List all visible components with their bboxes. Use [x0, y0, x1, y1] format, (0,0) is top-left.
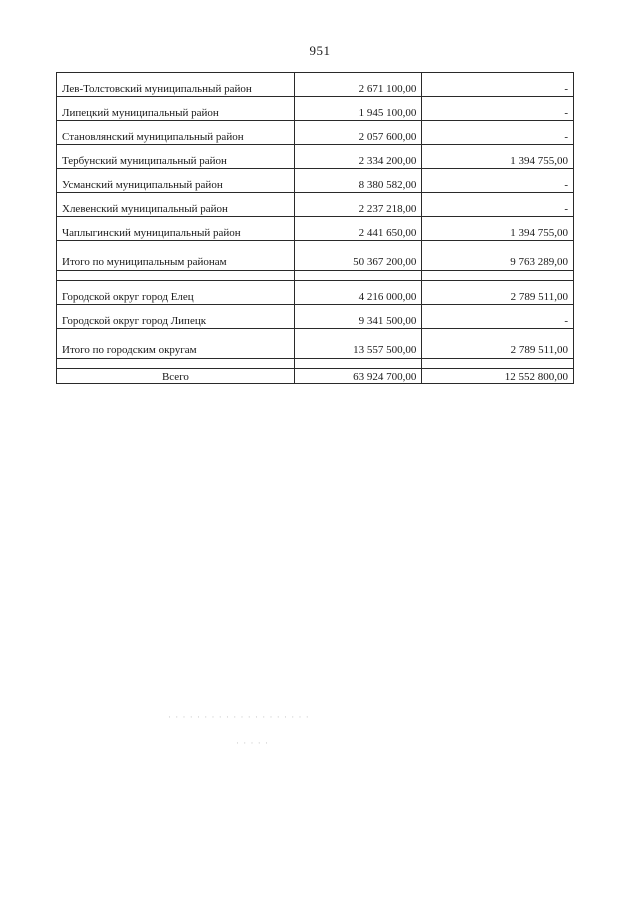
- subsidy-cell: -: [422, 169, 574, 193]
- subtotal-amount: 13 557 500,00: [294, 329, 421, 359]
- subtotal-row: [57, 329, 574, 359]
- district-name-cell: Липецкий муниципальный район: [57, 97, 295, 121]
- amount-cell: 4 216 000,00: [294, 281, 421, 305]
- empty-cell: [422, 271, 574, 281]
- table-row: [57, 217, 574, 241]
- empty-cell: [294, 271, 421, 281]
- page-number: 951: [309, 43, 331, 58]
- subtotal-amount: 50 367 200,00: [294, 241, 421, 271]
- district-name-cell: Хлевенский муниципальный район: [57, 193, 295, 217]
- district-name-cell: Становлянский муниципальный район: [57, 121, 295, 145]
- table-row: [57, 281, 574, 305]
- district-name-cell: Городской округ город Липецк: [57, 305, 295, 329]
- district-name-cell: Чаплыгинский муниципальный район: [57, 217, 295, 241]
- subtotal-label: Итого по муниципальным районам: [57, 241, 295, 271]
- amount-cell: 2 334 200,00: [294, 145, 421, 169]
- spacer-row: [57, 271, 574, 281]
- district-name-cell: Городской округ город Елец: [57, 281, 295, 305]
- subsidy-cell: 2 789 511,00: [422, 281, 574, 305]
- subsidy-cell: -: [422, 97, 574, 121]
- subsidy-cell: 1 394 755,00: [422, 145, 574, 169]
- grand-total-subsidy: 12 552 800,00: [422, 369, 574, 384]
- table-row: [57, 193, 574, 217]
- table-row: [57, 73, 574, 97]
- table-row: [57, 169, 574, 193]
- amount-cell: 2 057 600,00: [294, 121, 421, 145]
- amount-cell: 2 441 650,00: [294, 217, 421, 241]
- bleed-through-mark: · · · · · · · · · · · · · · · · · · · ·: [168, 712, 310, 722]
- subtotal-row: [57, 241, 574, 271]
- table-row: [57, 97, 574, 121]
- grand-total-label: Всего: [57, 369, 295, 384]
- spacer-row: [57, 359, 574, 369]
- district-name-cell: Лев-Толстовский муниципальный район: [57, 73, 295, 97]
- empty-cell: [57, 359, 295, 369]
- grand-total-amount: 63 924 700,00: [294, 369, 421, 384]
- district-name-cell: Тербунский муниципальный район: [57, 145, 295, 169]
- amount-cell: 9 341 500,00: [294, 305, 421, 329]
- grand-total-row: [57, 369, 574, 384]
- amount-cell: 2 237 218,00: [294, 193, 421, 217]
- subsidy-cell: -: [422, 305, 574, 329]
- allocation-table: [56, 72, 574, 384]
- subsidy-cell: -: [422, 73, 574, 97]
- district-name-cell: Усманский муниципальный район: [57, 169, 295, 193]
- table-row: [57, 145, 574, 169]
- empty-cell: [294, 359, 421, 369]
- empty-cell: [422, 359, 574, 369]
- subsidy-cell: -: [422, 121, 574, 145]
- table-row: [57, 121, 574, 145]
- subsidy-cell: 1 394 755,00: [422, 217, 574, 241]
- subtotal-subsidy: 2 789 511,00: [422, 329, 574, 359]
- empty-cell: [57, 271, 295, 281]
- bleed-through-mark: · · · · ·: [236, 738, 269, 748]
- subtotal-subsidy: 9 763 289,00: [422, 241, 574, 271]
- amount-cell: 1 945 100,00: [294, 97, 421, 121]
- amount-cell: 8 380 582,00: [294, 169, 421, 193]
- subsidy-cell: -: [422, 193, 574, 217]
- amount-cell: 2 671 100,00: [294, 73, 421, 97]
- table-row: [57, 305, 574, 329]
- subtotal-label: Итого по городским округам: [57, 329, 295, 359]
